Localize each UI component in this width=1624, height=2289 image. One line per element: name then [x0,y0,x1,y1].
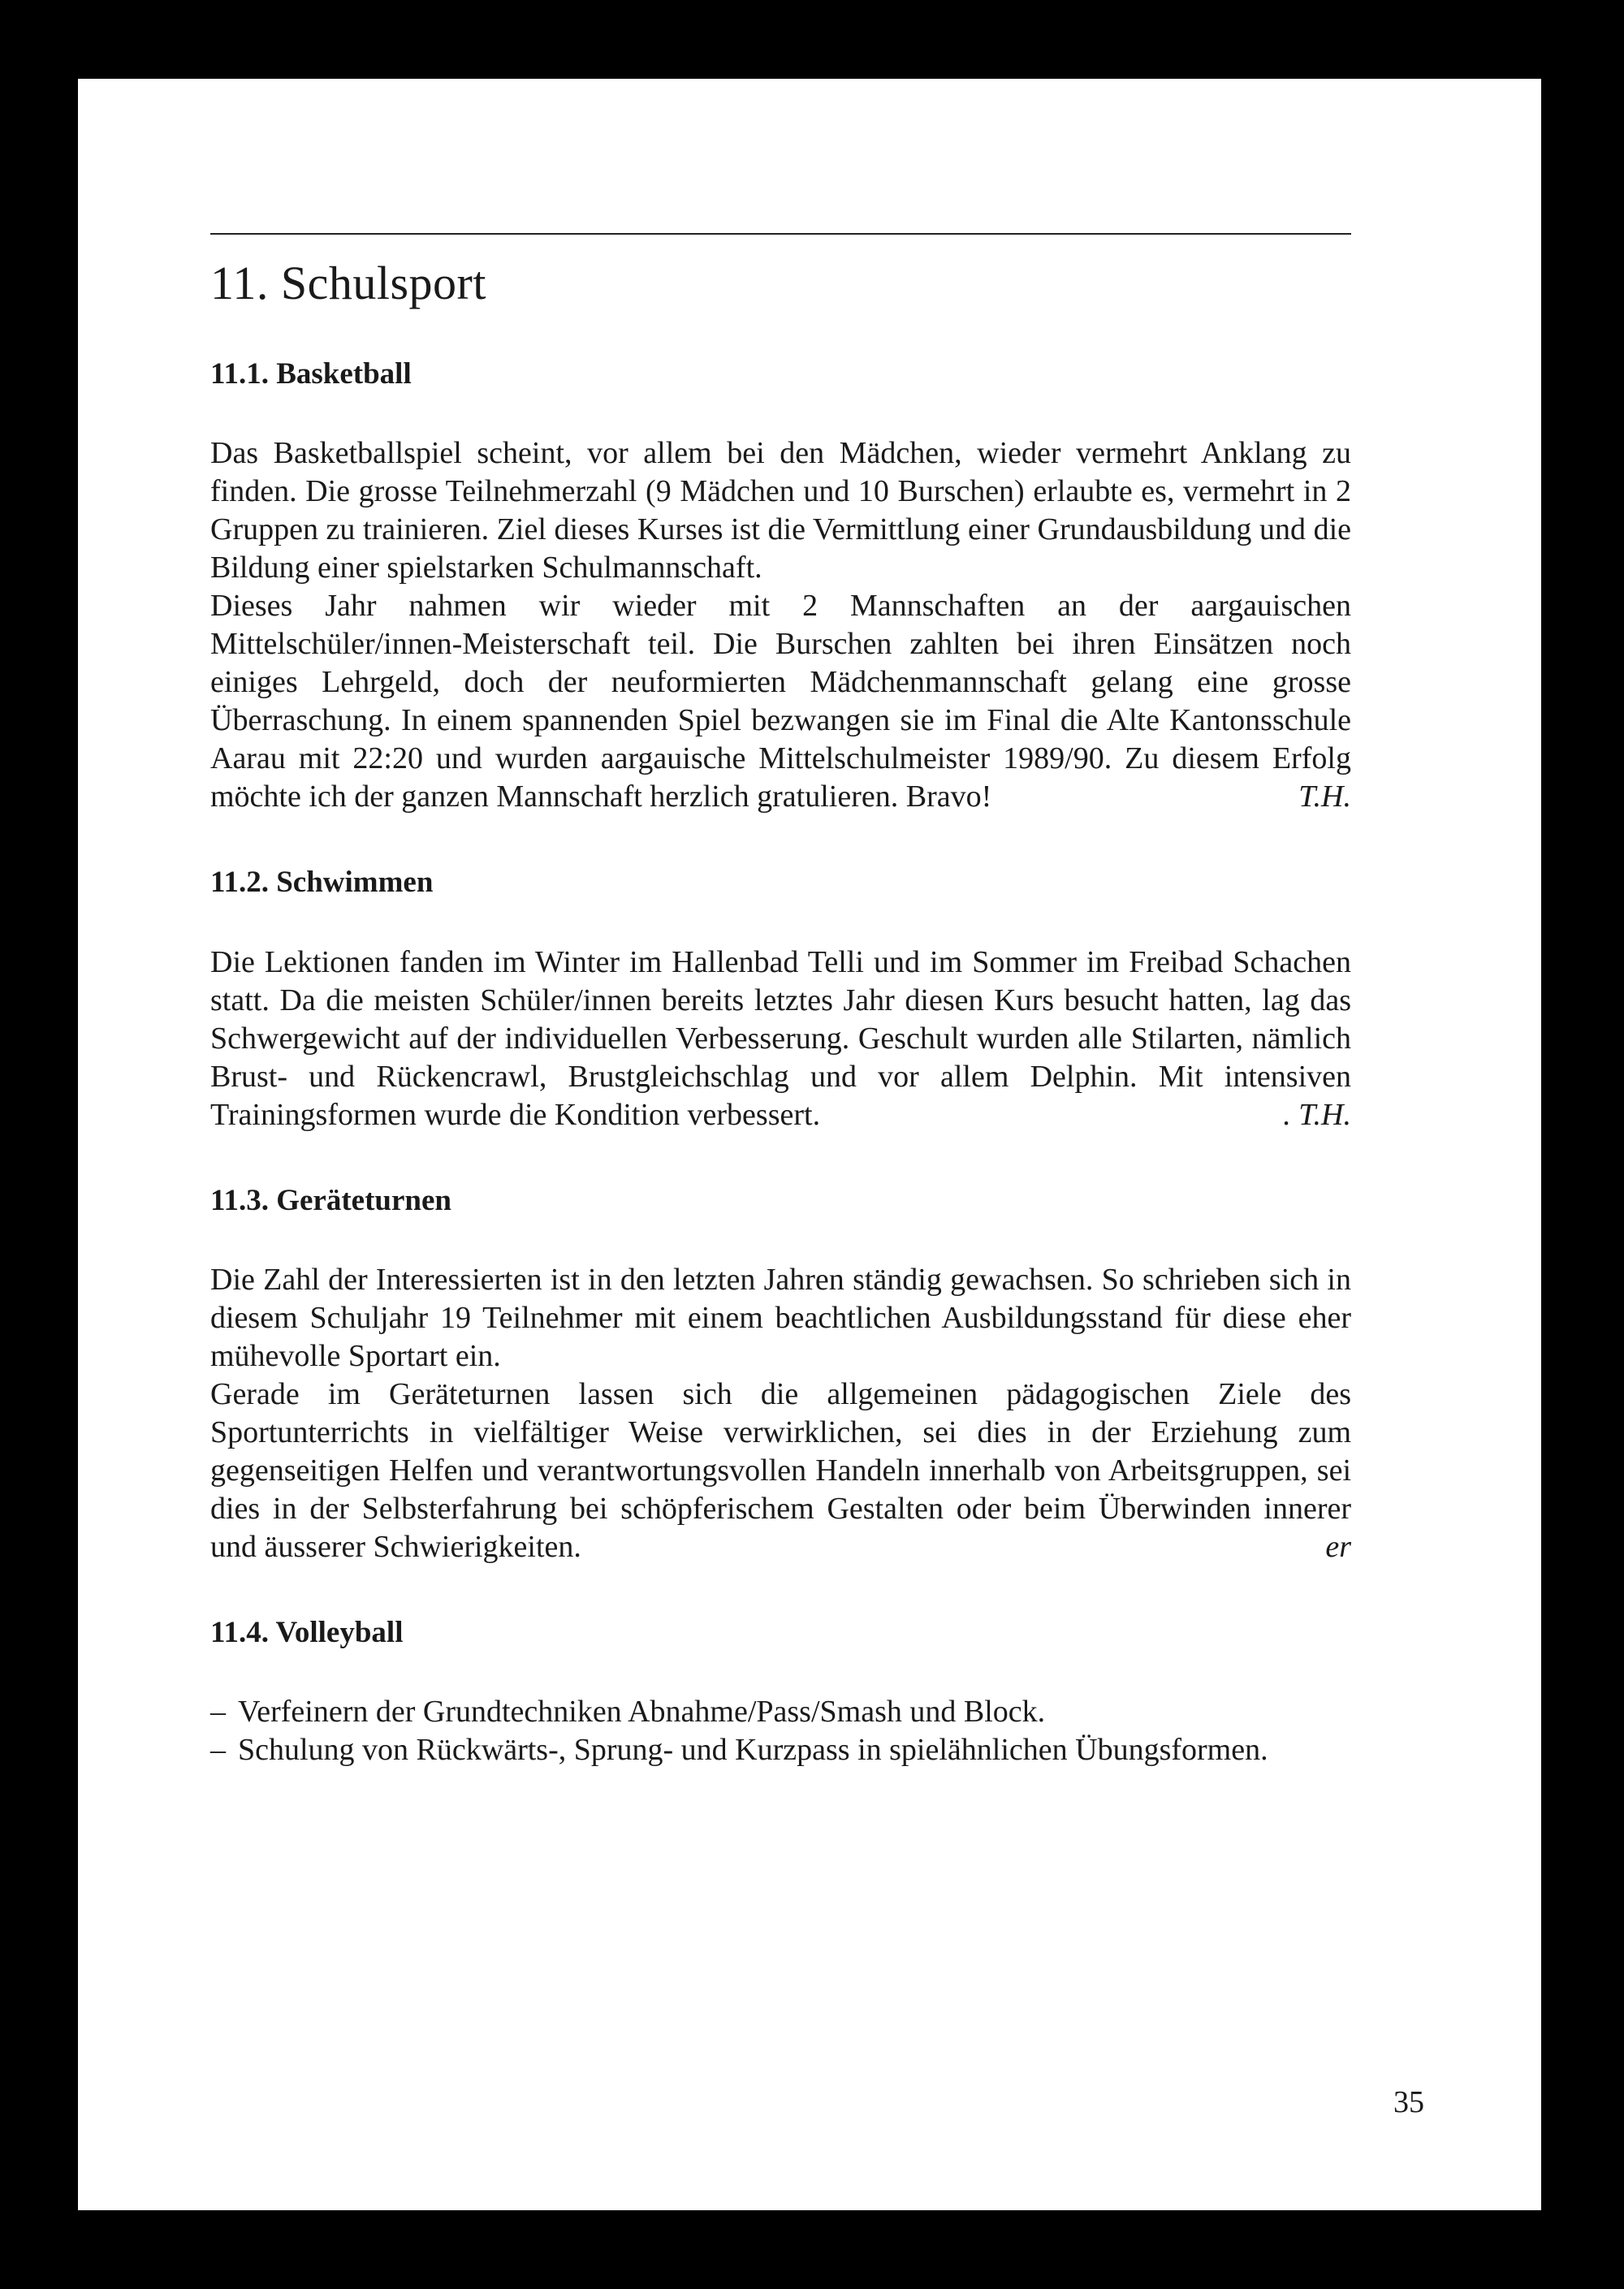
geraeteturnen-paragraph-2-text: Gerade im Geräteturnen lassen sich die allgemeinen pädagogischen Ziele des Sportunterrichts in vielfältiger Weise verwirklichen, sei dies in der Erziehung zum gegenseitigen Helfen und verantwortungsvollen Handeln innerhalb von Arbeitsgruppen, sei dies in der Selbsterfahrung bei schöpferischem Gestalten oder beim Überwinden innerer und äusserer Schwierigkeiten. [210,1376,1351,1564]
header-rule [210,233,1351,235]
list-item-text: Verfeinern der Grundtechniken Abnahme/Pass/Smash und Block. [238,1695,1046,1730]
geraeteturnen-paragraph-2 [210,1376,1351,1566]
basketball-paragraph-2-text: Dieses Jahr nahmen wir wieder mit 2 Mannschaften an der aargauischen Mittelschüler/innen-Meisterschaft teil. Die Burschen zahlten bei ihren Einsätzen noch einiges Lehrgeld, doch der neuformierten Mädchenmannschaft gelang eine grosse Überraschung. In einem spannenden Spiel bezwangen sie im Final die Alte Kantonsschule Aarau mit 22:20 und wurden aargauische Mittelschulmeister 1989/90. Zu diesem Erfolg möchte ich der ganzen Mannschaft herzlich gratulieren. Bravo! [210,589,1351,814]
basketball-signature: T.H. [1298,780,1351,814]
chapter-title: 11. Schulsport [210,257,486,309]
volleyball-list [210,1693,1351,1769]
list-item [210,1693,1351,1731]
geraeteturnen-signature: er [1325,1529,1351,1564]
geraeteturnen-paragraph-1: Die Zahl der Interessierten ist in den letzten Jahren ständig gewachsen. So schrieben sich in diesem Schuljahr 19 Teilnehmer mit einem beachtlichen Ausbildungsstand für diese eher mühevolle Sportart ein. [210,1262,1351,1373]
section-heading-geraeteturnen: 11.3. Geräteturnen [210,1183,451,1217]
page-content [210,233,1351,1769]
list-item-text: Schulung von Rückwärts-, Sprung- und Kurzpass in spielähnlichen Übungsformen. [238,1733,1268,1768]
section-heading-volleyball: 11.4. Volleyball [210,1615,404,1649]
schwimmen-paragraph-1-text: Die Lektionen fanden im Winter im Hallenbad Telli und im Sommer im Freibad Schachen statt. Da die meisten Schüler/innen bereits letztes Jahr diesen Kurs besucht hatten, lag das Schwergewicht auf der individuellen Verbesserung. Geschult wurden alle Stilarten, nämlich Brust- und Rückencrawl, Brustgleichschlag und vor allem Delphin. Mit intensiven Trainingsformen wurde die Kondition verbessert. [210,944,1351,1132]
section-geraeteturnen [210,1183,1351,1566]
list-dash: – [210,1695,226,1730]
section-schwimmen [210,865,1351,1134]
page-number: 35 [1393,2085,1424,2119]
basketball-paragraph-1: Das Basketballspiel scheint, vor allem bei den Mädchen, wieder vermehrt Anklang zu finden. Die grosse Teilnehmerzahl (9 Mädchen und 10 Burschen) erlaubte es, vermehrt in 2 Gruppen zu trainieren. Ziel dieses Kurses ist die Vermittlung einer Grundausbildung und die Bildung einer spielstarken Schulmannschaft. [210,436,1351,585]
section-basketball [210,356,1351,816]
section-heading-schwimmen: 11.2. Schwimmen [210,866,434,900]
section-volleyball [210,1615,1351,1769]
section-heading-basketball: 11.1. Basketball [210,356,412,391]
schwimmen-signature: . T.H. [1283,1097,1351,1132]
list-item [210,1731,1351,1769]
document-page [78,79,1541,2210]
schwimmen-paragraph-1 [210,944,1351,1134]
list-dash: – [210,1733,226,1768]
basketball-paragraph-2 [210,587,1351,816]
